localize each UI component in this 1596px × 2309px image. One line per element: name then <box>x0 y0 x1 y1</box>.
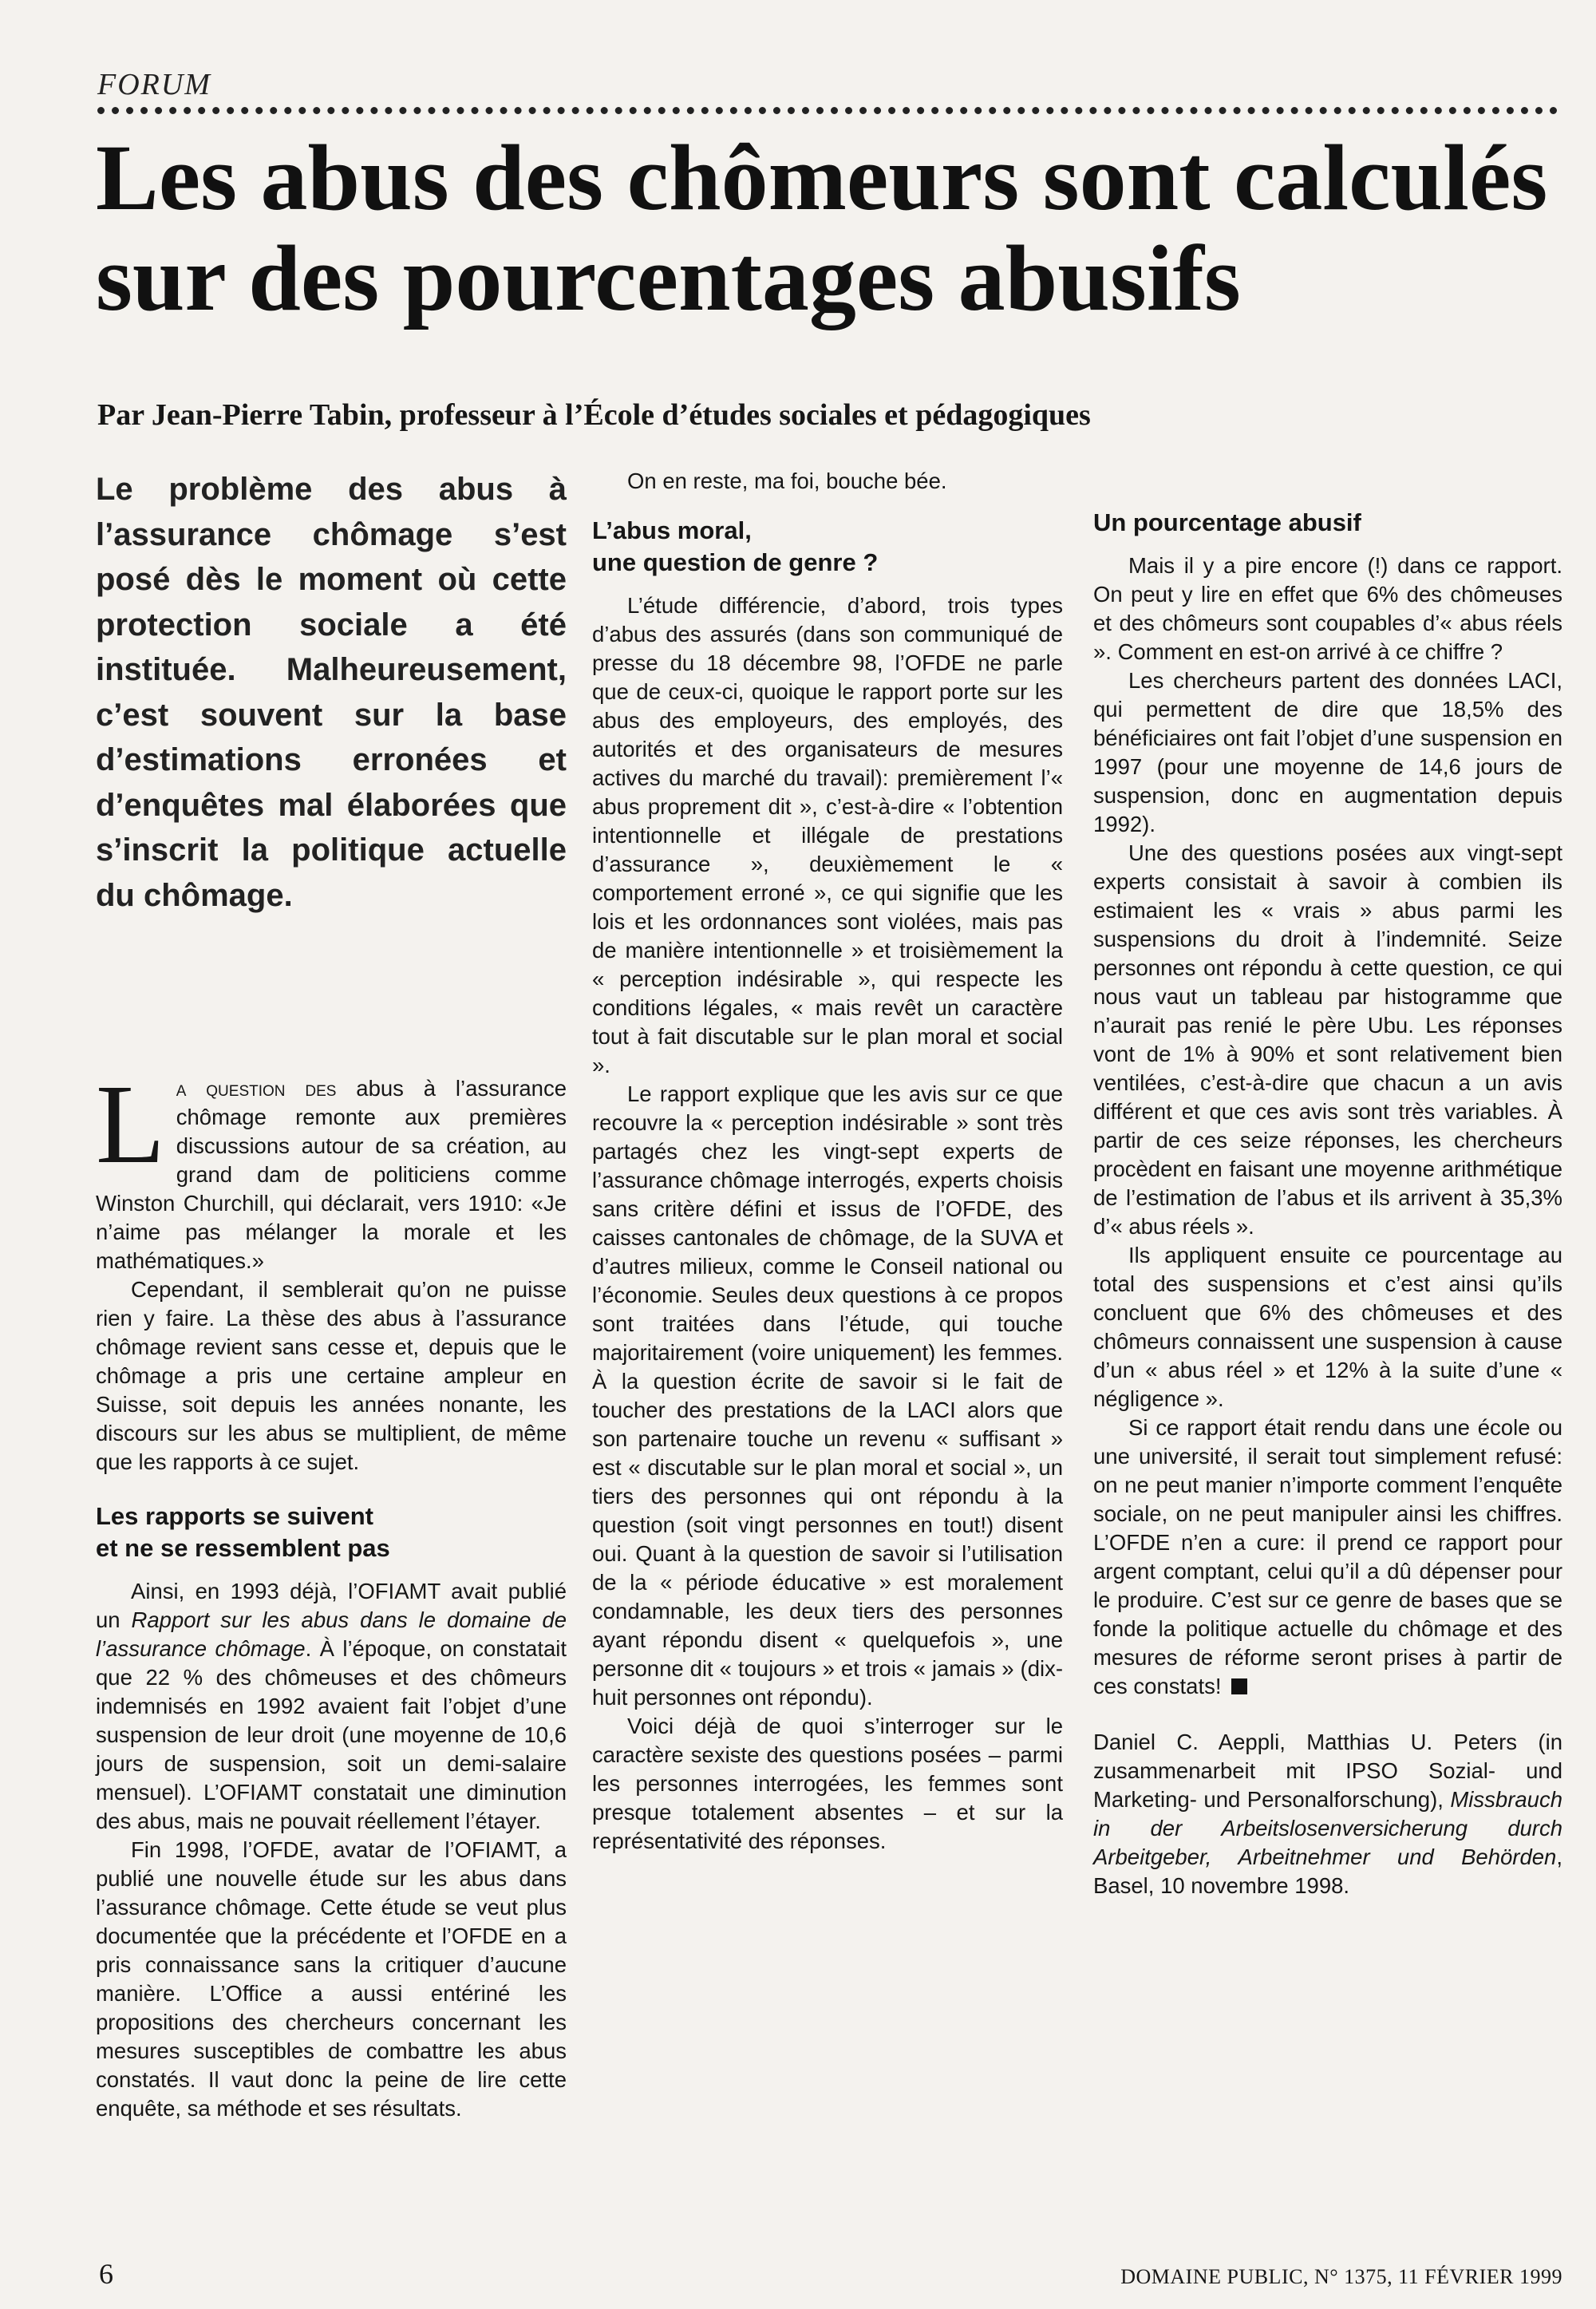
text-run: . À l’époque, on constatait que 22 % des chômeuses et des chômeurs indemnisés en 1992 avaient fait l’objet d’une suspension de leur droit (une moyenne de 10,6 jours de suspension, soit un demi-salaire mensuel). L’OFIAMT constatait une diminution des abus, mais ne pouvait réellement l’étayer. <box>96 1636 567 1833</box>
paragraph-types-abus: L’étude différencie, d’abord, trois types d’abus des assurés (dans son communiqué de presse du 18 décembre 98, l’OFDE ne parle que de ceux-ci, quoique le rapport porte sur les abus des employeurs, des employés, des autorités et des organisateurs de mesures actives du marché du travail): premièrement l’« abus proprement dit », c’est-à-dire « l’obtention intentionnelle et illégale de prestations d’assurance », deuxièmement le « comportement erroné », ce qui signifie que les lois et les ordonnances sont violées, mais pas de manière intentionnelle » et troisièmement la « perception indésirable », qui respecte les conditions légales, « mais revêt un caractère tout à fait discutable sur le plan moral et social ». <box>592 593 1063 1077</box>
intro-paragraph <box>96 1061 567 1275</box>
article-title <box>96 125 1564 330</box>
heading-line-2: une question de genre ? <box>592 548 879 576</box>
paragraph-experts: Une des questions posées aux vingt-sept experts consistait à savoir à combien ils estimaient les « vrais » abus parmi les suspensions du droit à l’indemnité. Seize personnes ont répondu à cette question, ce qui nous vaut un tableau par histogramme que n’aurait pas renié le père Ubu. Les réponses vont de 1% à 90% et sont relativement bien ventilées, c’est-à-dire que chacun a un avis différent et que ces avis sont très variables. À partir de ces seize réponses, les chercheurs procèdent en faisant une moyenne arithmétique de l’estimation de l’abus et ils arrivent à 35,3% d’« abus réels ». <box>1093 840 1562 1239</box>
paragraph-appliquent: Ils appliquent ensuite ce pourcentage au total des suspensions et c’est ainsi qu’ils concluent que 6% des chômeuses et des chômeurs connaissent une suspension à cause d’un « abus réel » et 12% à la suite d’une « négligence ». <box>1093 1243 1562 1411</box>
section-rubric: FORUM <box>97 67 1558 114</box>
heading-line-2: et ne se ressemblent pas <box>96 1534 390 1562</box>
heading-line-1: L’abus moral, <box>592 516 752 544</box>
column-1 <box>96 467 567 2123</box>
section-heading-abus-moral <box>592 515 1063 579</box>
reference-authors: Daniel C. Aeppli, Matthias U. Peters (in zusammenarbeit mit IPSO Sozial- und Marketing- und Personalforschung), <box>1093 1730 1562 1812</box>
paragraph-pire-encore: Mais il y a pire encore (!) dans ce rapport. On peut y lire en effet que 6% des chômeuses et des chômeurs sont coupables d’« abus réels ». Comment en est-on arrivé à ce chiffre ? <box>1093 553 1562 664</box>
paragraph-ofiamt <box>96 1577 567 1836</box>
paragraph-bouche-bee: On en reste, ma foi, bouche bée. <box>627 469 947 493</box>
lead-paragraph: Le problème des abus à l’assurance chômage s’est posé dès le moment où cette protection sociale a été instituée. Malheureusement, c’est souvent sur la base d’estimations erronées et d’enquêtes mal élaborées que s’inscrit la politique actuelle du chômage. <box>96 472 567 913</box>
paragraph-conclusion <box>1093 1413 1562 1701</box>
publication-footer: DOMAINE PUBLIC, N° 1375, 11 FÉVRIER 1999 <box>1120 2265 1562 2288</box>
text-run: Ainsi, en 1993 déjà, l’OFIAMT avait publié un <box>96 1579 567 1632</box>
bibliographic-reference <box>1093 1728 1562 1900</box>
byline: Par Jean-Pierre Tabin, professeur à l’École d’études sociales et pédagogiques <box>97 398 1091 432</box>
reference-tail: , Basel, 10 novembre 1998. <box>1093 1844 1562 1898</box>
reference-title: Missbrauch in der Arbeitslosenversicherung durch Arbeitgeber, Arbeitnehmer und Behörden <box>1093 1787 1562 1869</box>
paragraph-sexisme: Voici déjà de quoi s’interroger sur le caractère sexiste des questions posées – parmi les personnes interrogées, les femmes sont presque totalement absentes – et sur la représentativité des réponses. <box>592 1714 1063 1853</box>
column-2 <box>592 467 1063 1856</box>
section-heading-rapports <box>96 1500 567 1564</box>
paragraph-perception: Le rapport explique que les avis sur ce que recouvre la « perception indésirable » sont très partagés chez les vingt-sept experts de l’assurance chômage interrogés, experts choisis sans critère défini et issus de l’OFDE, des caisses cantonales de chômage, de la SUVA et d’autres milieux, comme le Conseil national ou l’économie. Seules deux questions à ce propos sont traitées dans l’étude, qui touche majoritairement (voire uniquement) les femmes. À la question écrite de savoir si le fait de toucher des prestations de la LACI alors que son partenaire touche un revenu « suffisant » est « discutable sur le plan moral et social », un tiers des personnes qui ont répondu à la question (soit vingt personnes en tout!) disent oui. Quant à la question de savoir si l’utilisation de la « période éducative » est moralement condamnable, les deux tiers des personnes ayant répondu disent « quelquefois », une personne dit « toujours » et trois « jamais » (dix-huit personnes ont répondu). <box>592 1081 1063 1710</box>
paragraph-donnees-laci: Les chercheurs partent des données LACI, qui permettent de dire que 18,5% des bénéficiaires ont fait l’objet d’une suspension en 1997 (pour une moyenne de 14,6 jours de suspension, donc en augmentation depuis 1992). <box>1093 668 1562 836</box>
report-title: Rapport sur les abus dans le domaine de l’assurance chômage <box>96 1607 567 1661</box>
title-line-1: Les abus des chômeurs sont calculés <box>96 125 1548 230</box>
page-number: 6 <box>99 2258 113 2290</box>
intro-paragraph-2: Cependant, il semblerait qu’on ne puisse rien y faire. La thèse des abus à l’assurance chômage revient sans cesse et, depuis que le chômage a pris une certaine ampleur en Suisse, soit depuis les années nonante, les discours sur les abus se multiplient, de même que les rapports à ce sujet. <box>96 1277 567 1474</box>
column-3 <box>1093 467 1562 1900</box>
heading-line-1: Les rapports se suivent <box>96 1502 374 1530</box>
intro-text: abus à l’assurance chômage remonte aux premières discussions autour de sa création, au grand dam de politiciens comme Winston Churchill, qui déclarait, vers 1910: «Je n’aime pas mélanger la morale et les mathématiques.» <box>96 1076 567 1273</box>
section-heading-pourcentage: Un pourcentage abusif <box>1093 508 1361 536</box>
title-line-2: sur des pourcentages abusifs <box>96 226 1241 330</box>
drop-cap: L <box>96 1061 165 1187</box>
conclusion-text: Si ce rapport était rendu dans une école ou une université, il serait tout simplement refusé: on ne peut manier n’importe comment l’enquête sociale, on ne peut manipuler ainsi les chiffres. L’OFDE n’en a cure: il prend ce rapport pour argent comptant, celui qu’il a dû dépenser pour le produire. C’est sur ce genre de bases que se fonde la politique actuelle du chômage et des mesures de réforme seront prises à partir de ces constats! <box>1093 1415 1562 1698</box>
end-of-article-mark <box>1231 1678 1247 1694</box>
intro-smallcaps: a question des <box>176 1076 337 1101</box>
paragraph-ofde: Fin 1998, l’OFDE, avatar de l’OFIAMT, a publié une nouvelle étude sur les abus dans l’assurance chômage. Cette étude se veut plus documentée que la précédente et l’OFDE en a pris connaissance sans la critiquer d’aucune manière. L’Office a aussi entériné les propositions des chercheurs concernant les mesures susceptibles de combattre les abus constatés. Il vaut donc la peine de lire cette enquête, sa méthode et ses résultats. <box>96 1837 567 2121</box>
